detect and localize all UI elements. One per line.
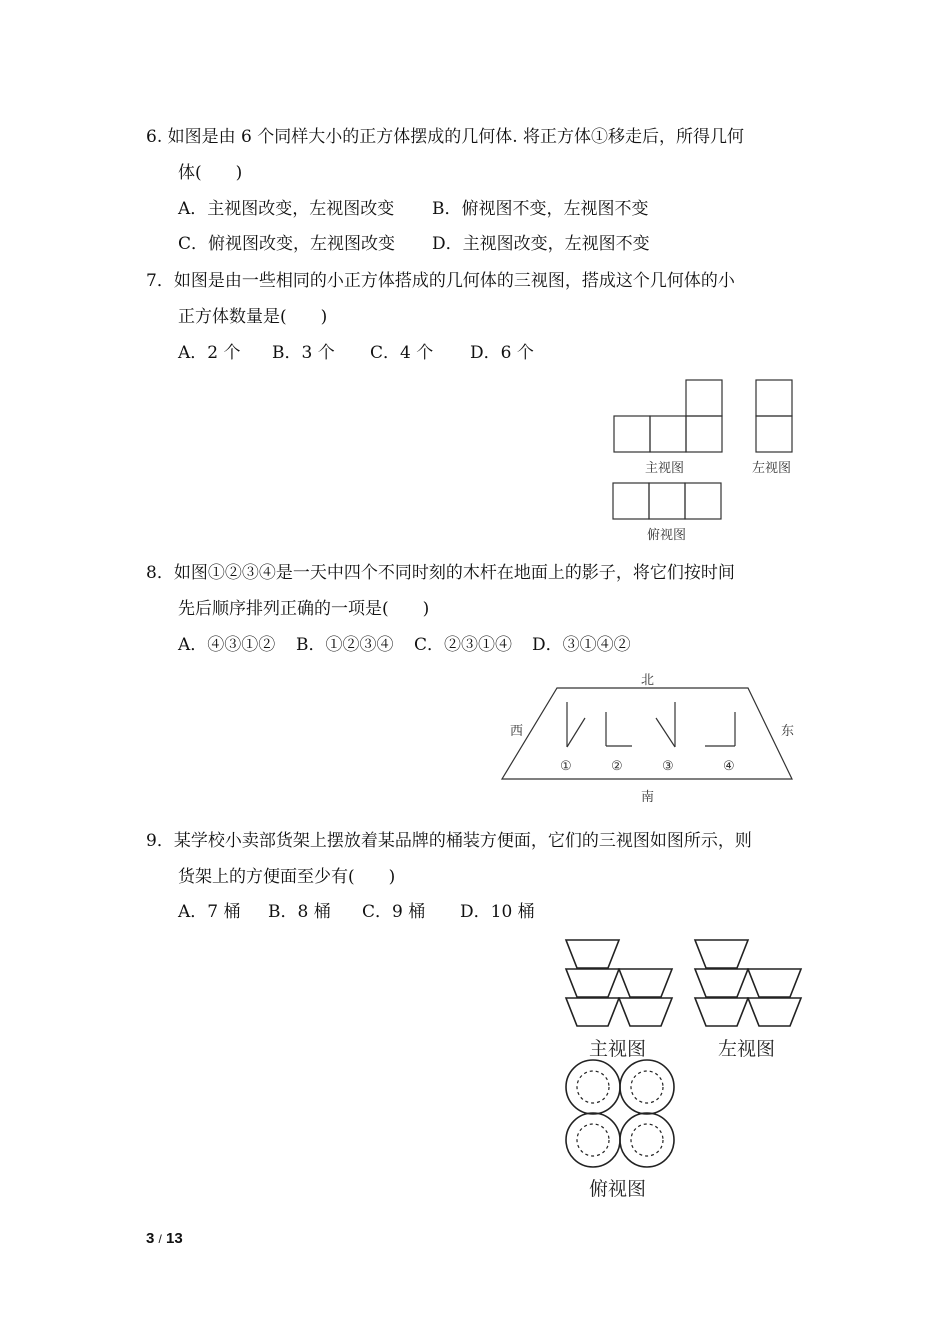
q8-south-label: 南	[641, 790, 655, 805]
q8-shadow-number-2: ②	[611, 759, 623, 774]
q7-left-view-label: 左视图	[752, 461, 792, 476]
q9-option-d: D．10 桶	[460, 902, 535, 922]
q9-left-view	[695, 940, 801, 1026]
q9-option-b: B．8 桶	[268, 902, 331, 922]
q7-stem-line2: 正方体数量是( )	[178, 307, 328, 327]
q9-top-bucket	[620, 1113, 674, 1167]
q8-east-label: 东	[781, 724, 795, 739]
q9-left-bucket	[748, 969, 801, 997]
q8-option-d: D．③①④②	[532, 635, 631, 655]
q9-front-bucket	[566, 969, 619, 997]
q8-north-label: 北	[641, 673, 655, 688]
q9-left-bucket	[695, 940, 748, 968]
q9-left-view-label: 左视图	[718, 1038, 776, 1060]
q9-front-bucket	[619, 998, 672, 1026]
q9-left-bucket	[695, 969, 748, 997]
q9-top-view	[566, 1060, 674, 1167]
q9-front-bucket	[566, 940, 619, 968]
q8-west-label: 西	[510, 724, 524, 739]
q9-top-bucket	[566, 1113, 620, 1167]
q9-option-c: C．9 桶	[362, 902, 426, 922]
q7-option-a: A．2 个	[178, 343, 241, 363]
q9-stem-line2: 货架上的方便面至少有( )	[178, 867, 396, 887]
q8-option-a: A．④③①②	[178, 635, 276, 655]
q6-option-a: A．主视图改变，左视图改变	[178, 199, 395, 219]
q9-front-bucket	[566, 998, 619, 1026]
q9-front-view-label: 主视图	[589, 1038, 647, 1060]
q9-front-bucket	[619, 969, 672, 997]
q8-option-b: B．①②③④	[296, 635, 394, 655]
q7-option-c: C．4 个	[370, 343, 434, 363]
q8-shadow-number-4: ④	[723, 759, 735, 774]
q9-stem-line1: 9．某学校小卖部货架上摆放着某品牌的桶装方便面，它们的三视图如图所示，则	[146, 831, 752, 851]
q7-stem-line1: 7．如图是由一些相同的小正方体搭成的几何体的三视图，搭成这个几何体的小	[146, 271, 735, 291]
q7-front-view-label: 主视图	[645, 461, 685, 476]
q8-shadow-number-1: ①	[560, 759, 572, 774]
q8-shadow-number-3: ③	[662, 759, 674, 774]
q9-top-view-label: 俯视图	[589, 1178, 647, 1200]
q7-option-d: D．6 个	[470, 343, 534, 363]
q9-top-bucket	[566, 1060, 620, 1114]
q9-left-bucket	[695, 998, 748, 1026]
q9-left-bucket	[748, 998, 801, 1026]
q9-option-a: A．7 桶	[178, 902, 241, 922]
q6-option-d: D．主视图改变，左视图不变	[432, 234, 650, 254]
q6-option-b: B．俯视图不变，左视图不变	[432, 199, 649, 219]
page-current: 3	[146, 1230, 155, 1247]
q6-option-c: C．俯视图改变，左视图改变	[178, 234, 396, 254]
page-total: 13	[166, 1230, 183, 1247]
q9-top-bucket	[620, 1060, 674, 1114]
q8-stem-line2: 先后顺序排列正确的一项是( )	[178, 599, 430, 619]
page-separator: /	[158, 1232, 162, 1246]
q7-top-view-label: 俯视图	[647, 528, 687, 543]
page-number	[146, 1230, 183, 1247]
q9-front-view	[566, 940, 672, 1026]
q8-stem-line1: 8．如图①②③④是一天中四个不同时刻的木杆在地面上的影子，将它们按时间	[146, 563, 735, 583]
q8-option-c: C．②③①④	[414, 635, 513, 655]
q6-stem-line1: 6. 如图是由 6 个同样大小的正方体摆成的几何体. 将正方体①移走后，所得几何	[146, 127, 745, 147]
q6-stem-line2: 体( )	[178, 163, 243, 183]
q7-option-b: B．3 个	[272, 343, 335, 363]
